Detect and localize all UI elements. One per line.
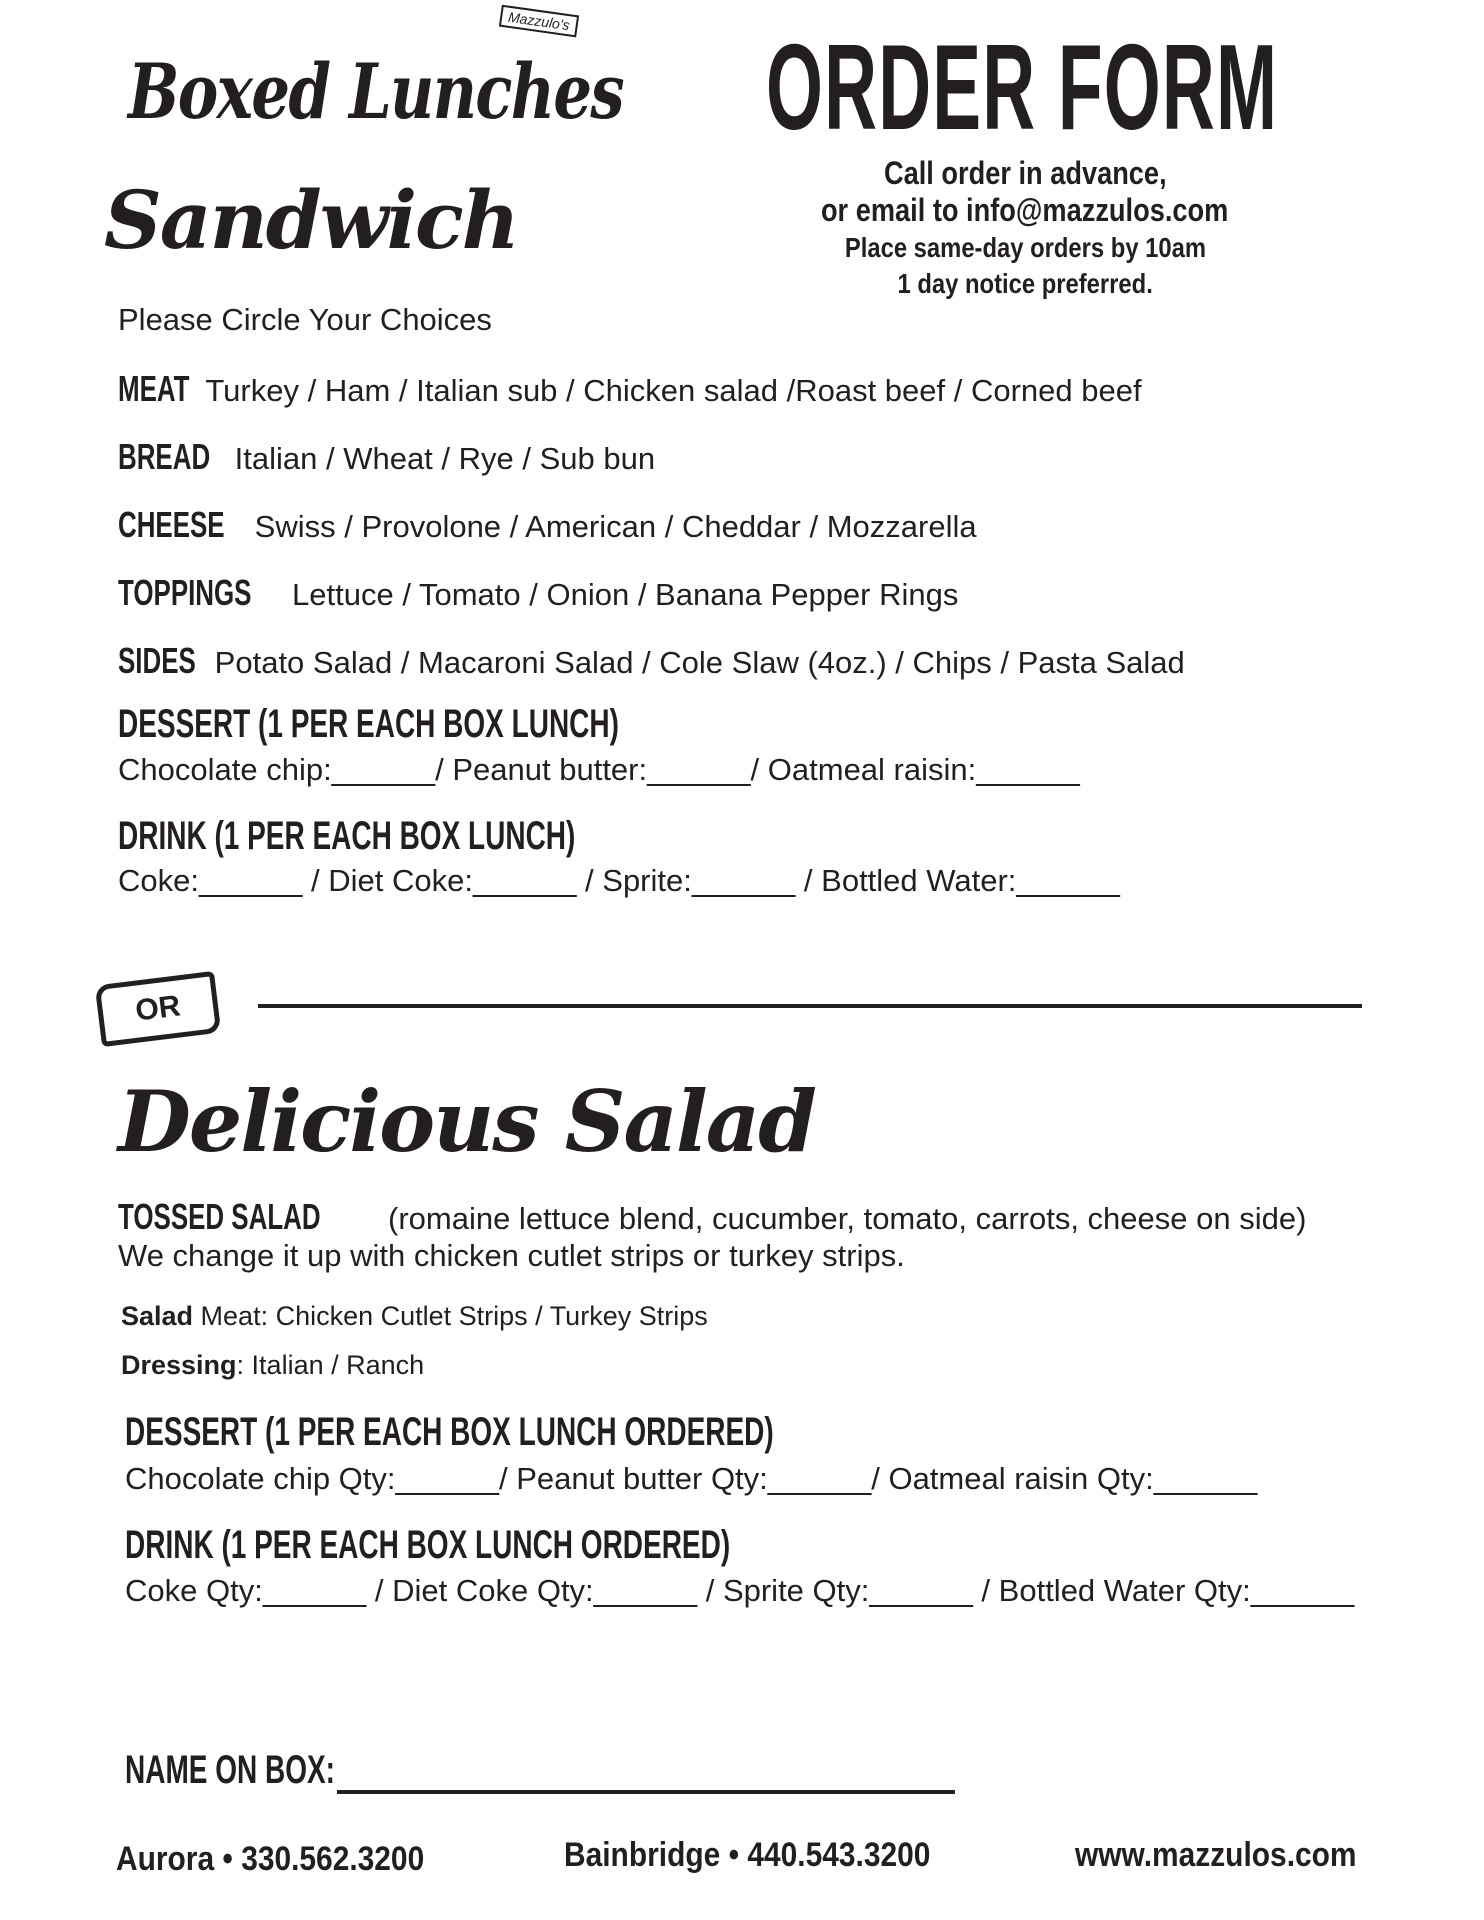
salad-meat-row[interactable]: Salad Meat: Chicken Cutlet Strips / Turkey Strips: [121, 1301, 708, 1331]
toppings-options[interactable]: Lettuce / Tomato / Onion / Banana Pepper Rings: [292, 577, 959, 612]
or-badge: OR: [95, 971, 222, 1047]
toppings-row: [118, 572, 958, 614]
bread-label: BREAD: [118, 436, 211, 477]
name-on-box-label: NAME ON BOX:: [125, 1748, 335, 1792]
salad-dessert-heading: DESSERT (1 PER EACH BOX LUNCH ORDERED): [125, 1410, 774, 1454]
sandwich-heading: Sandwich: [104, 173, 518, 267]
salad-drink-qty[interactable]: Coke Qty:______ / Diet Coke Qty:______ / Sprite Qty:______ / Bottled Water Qty:______: [125, 1573, 1355, 1608]
brand-flag: Mazzulo's: [499, 5, 579, 38]
circle-instruction: Please Circle Your Choices: [118, 302, 492, 337]
sandwich-drink-heading: DRINK (1 PER EACH BOX LUNCH): [118, 814, 576, 858]
tossed-salad-row: [118, 1196, 1306, 1238]
bread-options[interactable]: Italian / Wheat / Rye / Sub bun: [234, 441, 656, 476]
name-on-box-field[interactable]: [337, 1752, 955, 1794]
sides-row: [118, 640, 1185, 682]
toppings-label: TOPPINGS: [118, 572, 252, 613]
info-line-4: 1 day notice preferred.: [897, 268, 1153, 299]
meat-row: [118, 368, 1142, 410]
salad-drink-heading: DRINK (1 PER EACH BOX LUNCH ORDERED): [125, 1523, 731, 1567]
dressing-row[interactable]: Dressing: Italian / Ranch: [121, 1350, 425, 1380]
info-line-1: Call order in advance,: [883, 155, 1167, 191]
order-form-title: ORDER FORM: [766, 19, 1279, 155]
cheese-options[interactable]: Swiss / Provolone / American / Cheddar / Mozzarella: [254, 509, 977, 544]
divider-line: [258, 1004, 1362, 1008]
tossed-salad-desc: (romaine lettuce blend, cucumber, tomato, carrots, cheese on side): [388, 1201, 1307, 1236]
footer-bainbridge: Bainbridge • 440.543.3200: [564, 1836, 931, 1874]
boxed-lunches-logo: Boxed Lunches: [128, 47, 624, 136]
meat-options[interactable]: Turkey / Ham / Italian sub / Chicken salad /Roast beef / Corned beef: [205, 373, 1142, 408]
footer-website[interactable]: www.mazzulos.com: [1075, 1836, 1357, 1874]
salad-heading: Delicious Salad: [118, 1072, 815, 1171]
info-email[interactable]: or email to info@mazzulos.com: [821, 192, 1229, 228]
salad-note: We change it up with chicken cutlet strips or turkey strips.: [118, 1238, 905, 1273]
cheese-row: [118, 504, 977, 546]
info-line-3: Place same-day orders by 10am: [844, 232, 1206, 263]
sandwich-dessert-heading: DESSERT (1 PER EACH BOX LUNCH): [118, 702, 619, 746]
sides-options[interactable]: Potato Salad / Macaroni Salad / Cole Slaw (4oz.) / Chips / Pasta Salad: [214, 645, 1185, 680]
tossed-salad-label: TOSSED SALAD: [118, 1196, 321, 1237]
salad-dessert-qty[interactable]: Chocolate chip Qty:______/ Peanut butter Qty:______/ Oatmeal raisin Qty:______: [125, 1461, 1258, 1496]
bread-row: [118, 436, 655, 478]
sandwich-dessert-qty[interactable]: Chocolate chip:______/ Peanut butter:______/ Oatmeal raisin:______: [118, 752, 1080, 787]
footer-aurora: Aurora • 330.562.3200: [116, 1840, 425, 1878]
sides-label: SIDES: [118, 640, 196, 681]
sandwich-drink-qty[interactable]: Coke:______ / Diet Coke:______ / Sprite:______ / Bottled Water:______: [118, 863, 1120, 898]
meat-label: MEAT: [118, 368, 190, 409]
cheese-label: CHEESE: [118, 504, 225, 545]
